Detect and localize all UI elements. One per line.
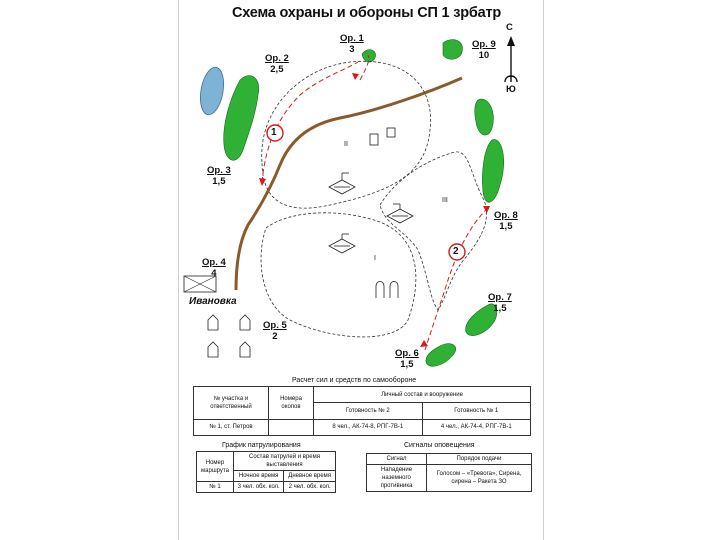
house-symbol [208, 315, 218, 330]
route-arrow [352, 73, 359, 80]
zone-label: III [442, 197, 448, 204]
outpost-label: Ор. 9 10 [472, 39, 496, 61]
forces-table [193, 386, 531, 436]
table-header: Ночное время [234, 471, 284, 482]
unit-symbol [329, 234, 355, 253]
table-header: Личный состав и вооружение [314, 387, 531, 403]
table-header: Готовность № 2 [314, 403, 423, 419]
table1-caption: Расчет сил и средств по самообороне [292, 377, 417, 384]
command-post-symbol [387, 128, 395, 137]
house-symbol [240, 315, 250, 330]
outpost-label: Ор. 3 1,5 [207, 165, 231, 187]
village-label: Ивановка [189, 296, 237, 307]
table3-caption: Сигналы оповещения [404, 442, 475, 449]
route-arrow [483, 206, 490, 213]
forest-area [426, 344, 456, 367]
unit-symbol [329, 173, 355, 194]
forest-area [482, 140, 503, 203]
house-symbol [208, 342, 218, 357]
unit-symbol [387, 204, 413, 223]
table-header: № участка и ответственный [194, 387, 269, 420]
compass-north-label: С [506, 22, 513, 33]
outpost-label: Ор. 1 3 [340, 33, 364, 55]
table-header: Дневное время [284, 471, 336, 482]
table-row: Нападение наземного противника Голосом – «Тревога», Сирена, сирена – Ракета ЗО [367, 465, 532, 492]
table-header: Сигнал [367, 454, 427, 465]
table-header: Готовность № 1 [422, 403, 531, 419]
shelter-symbol [376, 282, 384, 299]
outpost-label: Ор. 4 4 [202, 257, 226, 279]
table-row: № 1, ст. Петров 8 чел., АК-74-8, РПГ-7В-1 4 чел., АК-74-4, РПГ-7В-1 [194, 419, 531, 435]
patrol-table [196, 451, 336, 493]
table-header: Порядок подачи [427, 454, 532, 465]
zone-label: II [344, 141, 348, 148]
route-number: 2 [453, 246, 459, 257]
lake [197, 65, 227, 116]
table-header: Состав патрулей и время выставления [234, 452, 336, 471]
table-row: № 1 3 чел. обх. кол. 2 чел. обх. кол. [197, 482, 336, 493]
route-arrow [259, 178, 266, 186]
shelter-symbol [390, 282, 398, 299]
compass-icon [505, 36, 517, 82]
perimeter-line [261, 213, 416, 337]
route-arrow [420, 340, 428, 347]
forest-area [224, 76, 259, 161]
patrol-route-1 [262, 62, 358, 182]
outpost-label: Ор. 2 2,5 [265, 53, 289, 75]
outpost-label: Ор. 8 1,5 [494, 210, 518, 232]
diagram-title: Схема охраны и обороны СП 1 зрбатр [232, 5, 502, 21]
zone-label: I [374, 255, 376, 262]
outpost-label: Ор. 5 2 [263, 320, 287, 342]
forest-area [443, 40, 462, 60]
command-post-symbol [370, 134, 378, 145]
compass-south-label: Ю [506, 84, 516, 95]
forest-area [475, 99, 494, 135]
route-number: 1 [271, 127, 277, 138]
table-header: Номера окопов [269, 387, 314, 420]
signals-table [366, 453, 532, 492]
outpost-label: Ор. 7 1,5 [488, 292, 512, 314]
house-symbol [240, 342, 250, 357]
outpost-label: Ор. 6 1,5 [395, 348, 419, 370]
table2-caption: График патрулирования [222, 442, 301, 449]
table-header: Номер маршрута [197, 452, 234, 482]
